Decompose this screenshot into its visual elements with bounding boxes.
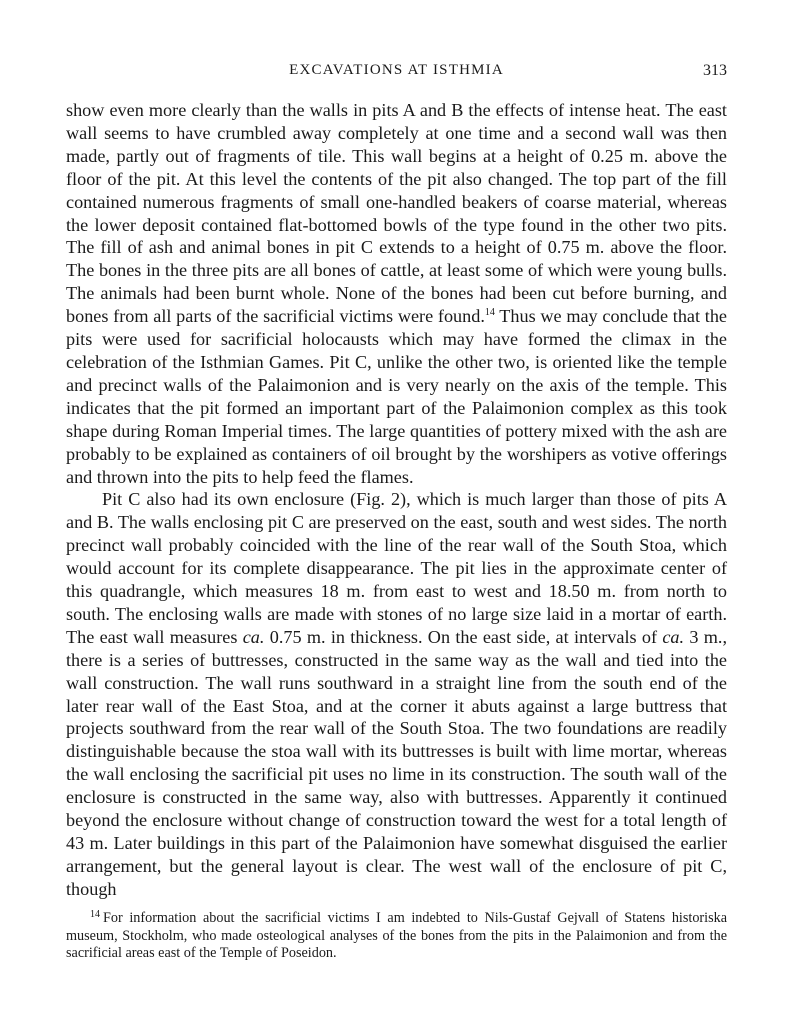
body-text [66, 99, 727, 901]
page-number: 313 [703, 62, 727, 79]
paragraph-1-text-a: show even more clearly than the walls in pits A and B the effects of intense heat. The east wall seems to have crumbled away completely at one time and a second wall was then made, partly out of fragments of tile. This wall begins at a height of 0.25 m. above the floor of the pit. At this level the contents of the pit also changed. The top part of the fill contained numerous fragments of small one-handled beakers of coarse material, whereas the lower deposit contained flat-bottomed bowls of the type found in the other two pits. The fill of ash and animal bones in pit C extends to a height of 0.75 m. above the floor. The bones in the three pits are all bones of cattle, at least some of which were young bulls. The animals had been burnt whole. None of the bones had been cut before burning, and bones from all parts of the sacrificial victims were found. [66, 100, 727, 327]
footnote-text: For information about the sacrificial victims I am indebted to Nils-Gustaf Gejvall of Statens historiska museum, Stockholm, who made osteological analyses of the bones from the pits in the Palaimonion and from the sacrificial areas east of the Temple of Poseidon. [66, 910, 727, 961]
footnote [66, 910, 727, 963]
paragraph-2-text-c: 3 m., there is a series of buttresses, constructed in the same way as the wall and tied into the wall construction. The wall runs southward in a straight line from the south end of the later rear wall of the East Stoa, and at the corner it abuts against a large buttress that projects southward from the rear wall of the South Stoa. The two foundations are readily distinguishable because the stoa wall with its buttresses is built with lime mortar, whereas the wall enclosing the sacrificial pit uses no lime in its construction. The south wall of the enclosure is constructed in the same way, also with buttresses. Apparently it continued beyond the enclosure without change of construction toward the west for a total length of 43 m. Later buildings in this part of the Palaimonion have somewhat disguised the earlier arrangement, but the general layout is clear. The west wall of the enclosure of pit C, though [66, 626, 727, 899]
footnote-reference: 14 [484, 307, 495, 319]
running-title: EXCAVATIONS AT ISTHMIA [289, 62, 504, 78]
paragraph-1 [66, 99, 727, 488]
paragraph-1-text-b: Thus we may conclude that the pits were used for sacrificial holocausts which may have formed the climax in the celebration of the Isthmian Games. Pit C, unlike the other two, is oriented like the temple and precinct walls of the Palaimonion and is very nearly on the axis of the temple. This indicates that the pit formed an important part of the Palaimonion complex as this took shape during Roman Imperial times. The large quantities of pottery mixed with the ash are probably to be explained as containers of oil brought by the worshipers as votive offerings and thrown into the pits to help feed the flames. [66, 306, 727, 487]
paragraph-2-text-b: 0.75 m. in thickness. On the east side, at intervals of [264, 626, 663, 647]
circa-abbreviation: ca. [662, 626, 685, 647]
circa-abbreviation: ca. [242, 626, 265, 647]
page-header [66, 62, 727, 86]
paragraph-2 [66, 488, 727, 900]
footnote-number: 14 [90, 909, 100, 920]
paragraph-2-text-a: Pit C also had its own enclosure (Fig. 2), which is much larger than those of pits A and B. The walls enclosing pit C are preserved on the east, south and west sides. The north precinct wall probably coincided with the line of the rear wall of the South Stoa, which would account for its complete disappearance. The pit lies in the approximate center of this quadrangle, which measures 18 m. from east to west and 18.50 m. from north to south. The enclosing walls are made with stones of no large size laid in a mortar of earth. The east wall measures [66, 489, 727, 647]
